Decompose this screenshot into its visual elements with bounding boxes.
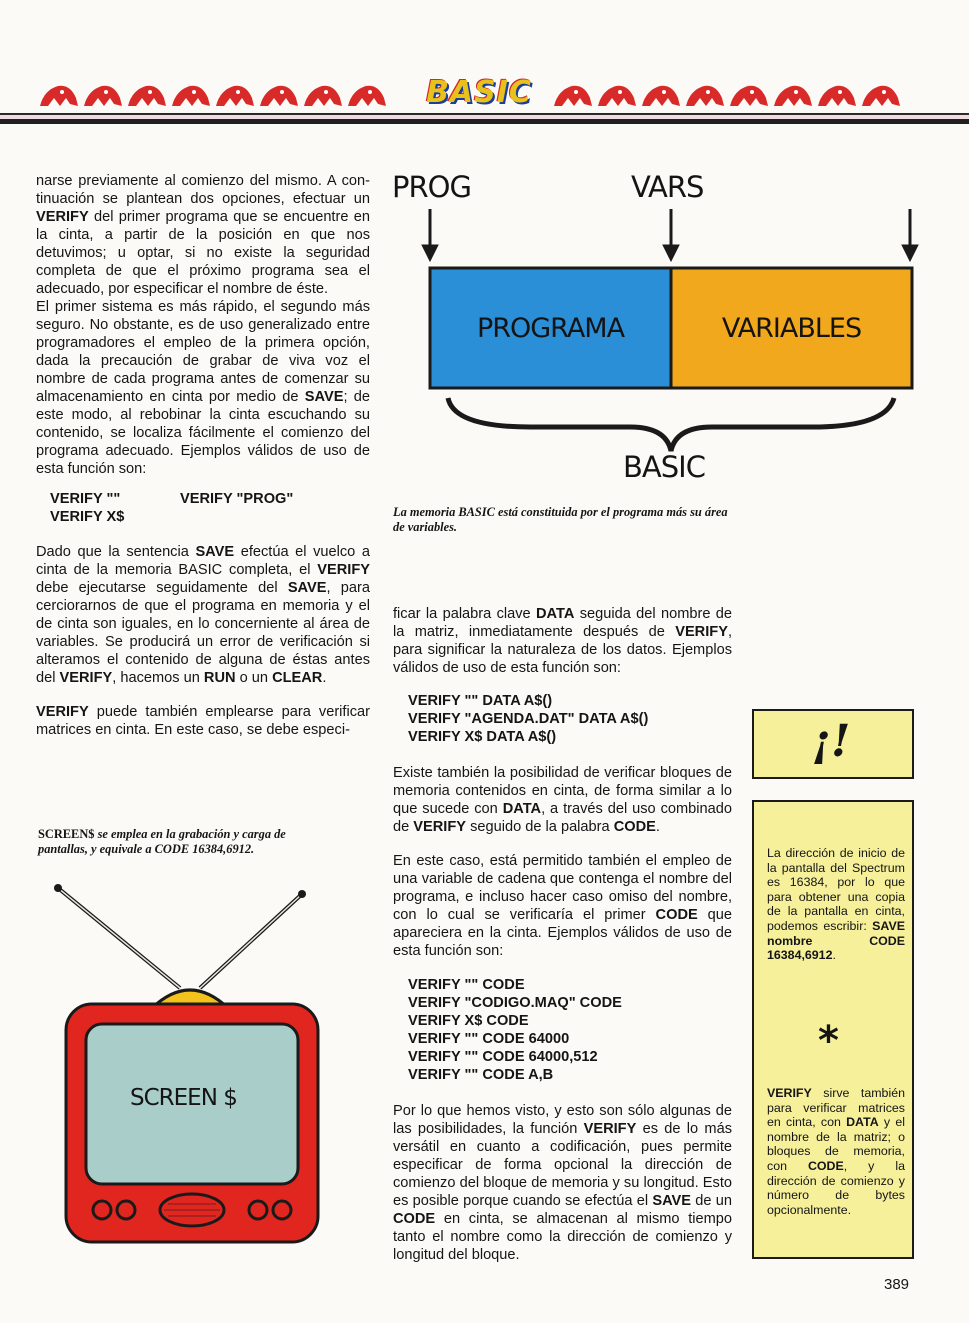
tv-knob <box>273 1201 291 1219</box>
keyword-verify: VERIFY <box>36 209 89 225</box>
running-figure-icon <box>300 76 344 110</box>
middle-paragraph-2: Existe también la posibilidad de verificar bloques de memoria contenidos en cinta, de forma similar a lo que sucede con DATA, a través del uso combinado de VERIFY seguido de la palabra CODE. <box>393 765 732 835</box>
middle-paragraph-3: En este caso, está permitido también el empleo de una variable de cadena que contenga el nombre del programa, e incluso hacer caso omiso del nombre, con lo cual se verificaría el primer CODE que apareciera en la cinta. Ejemplos válidos de uso de esta función son: <box>393 853 732 959</box>
tv-knob <box>249 1201 267 1219</box>
running-figure-icon <box>80 76 124 110</box>
code-block-data <box>408 692 648 746</box>
diagram-caption: La memoria BASIC está constituida por el programa más su área de variables. <box>393 505 728 534</box>
code-line: VERIFY "" DATA A$() <box>408 693 553 709</box>
tv-caption: SCREEN$ se emplea en la grabación y carga de pantallas, y equivale a CODE 16384,6912. <box>38 827 286 856</box>
running-figure-icon <box>124 76 168 110</box>
code-line: VERIFY "AGENDA.DAT" DATA A$() <box>408 711 649 727</box>
exclaim-mark: ¡! <box>811 716 851 767</box>
running-figure-icon <box>594 76 638 110</box>
middle-paragraph-4: Por lo que hemos visto, y esto son sólo algunas de las posibilidades, la función VERIFY es de lo más versátil en cuanto a codificación, pues permite especificar de forma opcional la dirección de comienzo del bloque de memoria y su longitud. Esto es posible porque cuando se efectúa el SAVE de un CODE en cinta, se almacenan al mismo tiempo tanto el nombre como la dirección de comienzo y longitud del bloque. <box>393 1103 732 1263</box>
code-line: VERIFY "" <box>50 491 121 507</box>
code-line: VERIFY "" CODE A,B <box>408 1067 554 1083</box>
running-figure-icon <box>638 76 682 110</box>
left-paragraph-2: El primer sistema es más rápido, el segundo más seguro. No obstante, es de uso generalizado entre programadores el empleo de la primera opción, dada la precaución de grabar de viva voz el nombre de cada programa antes de comenzar su almacenamiento en cinta por medio de SAVE; de este modo, al rebobinar la cinta escuchando su contenido, se localiza fácilmente el comienzo del programa adecuado. Ejemplos válidos de uso de esta función son: <box>36 299 371 477</box>
left-paragraph-3: Dado que la sentencia SAVE efectúa el vuelco a cinta de la memoria BASIC completa, el VERIFY debe ejecutarse seguidamente del SAVE, para cerciorarnos de que el programa en memoria y el de cinta son iguales, en lo concerniente al área de variables. Se producirá un error de verificación si alteramos el contenido de alguna de éstas antes del VERIFY, hacemos un RUN o un CLEAR. <box>36 544 370 686</box>
keyword-save: SAVE <box>304 389 344 405</box>
code-line: VERIFY "" CODE <box>408 977 525 993</box>
code-line: VERIFY X$ <box>50 509 125 525</box>
note-verify-matrices: VERIFY sirve también para verificar matrices en cinta, con DATA y el nombre de la matriz; o bloques de memoria, con CODE, y la dirección de comienzo y número de bytes opcionalmente. <box>767 1086 905 1217</box>
tv-screen-label: SCREEN $ <box>130 1085 237 1111</box>
running-figure-icon <box>212 76 256 110</box>
running-figure-icon <box>682 76 726 110</box>
code-block-code <box>408 976 622 1084</box>
running-figure-icon <box>858 76 902 110</box>
box-programa-label: PROGRAMA <box>476 313 625 344</box>
running-figure-icon <box>36 76 80 110</box>
box-variables-label: VARIABLES <box>721 313 862 344</box>
code-line: VERIFY "" CODE 64000 <box>408 1031 570 1047</box>
tv-knob <box>117 1201 135 1219</box>
page-number: 389 <box>884 1276 910 1293</box>
running-figure-icon <box>726 76 770 110</box>
code-line: VERIFY "CODIGO.MAQ" CODE <box>408 995 622 1011</box>
running-figure-icon <box>550 76 594 110</box>
brace-basic <box>448 398 894 451</box>
header-title: BASIC <box>426 75 532 110</box>
code-line: VERIFY "" CODE 64000,512 <box>408 1049 598 1065</box>
header-figures-right <box>550 76 902 110</box>
left-paragraph-4: VERIFY puede también emplearse para verificar matrices en cinta. En este caso, se debe especi- <box>36 704 370 738</box>
middle-paragraph-1: ficar la palabra clave DATA seguida del nombre de la matriz, inmediatamente después de VERIFY, para significar la naturaleza de los datos. Ejemplos válidos de uso de esta función son: <box>393 606 732 676</box>
label-basic: BASIC <box>623 450 705 484</box>
note-screen-address: La dirección de inicio de la pantalla del Spectrum es 16384, por lo que para obtener una copia de la pantalla en cinta, podemos escribir: SAVE nombre CODE 16384,6912. <box>767 846 905 963</box>
running-figure-icon <box>814 76 858 110</box>
tv-knob <box>93 1201 111 1219</box>
header-figures-left <box>36 76 388 110</box>
running-figure-icon <box>344 76 388 110</box>
running-figure-icon <box>168 76 212 110</box>
code-line: VERIFY X$ DATA A$() <box>408 729 557 745</box>
header-band-tint <box>0 115 969 119</box>
tv-illustration <box>50 880 340 1260</box>
label-prog: PROG <box>392 170 471 204</box>
header-rule-bottom <box>0 119 969 124</box>
code-line: VERIFY X$ CODE <box>408 1013 529 1029</box>
label-vars: VARS <box>631 170 704 204</box>
left-paragraph-1: narse previamente al comienzo del mismo. A con-tinuación se plantean dos opciones, efectuar un VERIFY del primer programa que se encuentre en la cinta, a partir de la posición en que nos detuvimos; u optar, si no existe la seguridad completa de que el próximo programa sea el adecuado, por especificar el nombre de éste. <box>36 173 370 297</box>
code-line-prog: VERIFY "PROG" <box>180 491 294 507</box>
asterisk-icon: * <box>818 1018 839 1064</box>
running-figure-icon <box>770 76 814 110</box>
running-figure-icon <box>256 76 300 110</box>
